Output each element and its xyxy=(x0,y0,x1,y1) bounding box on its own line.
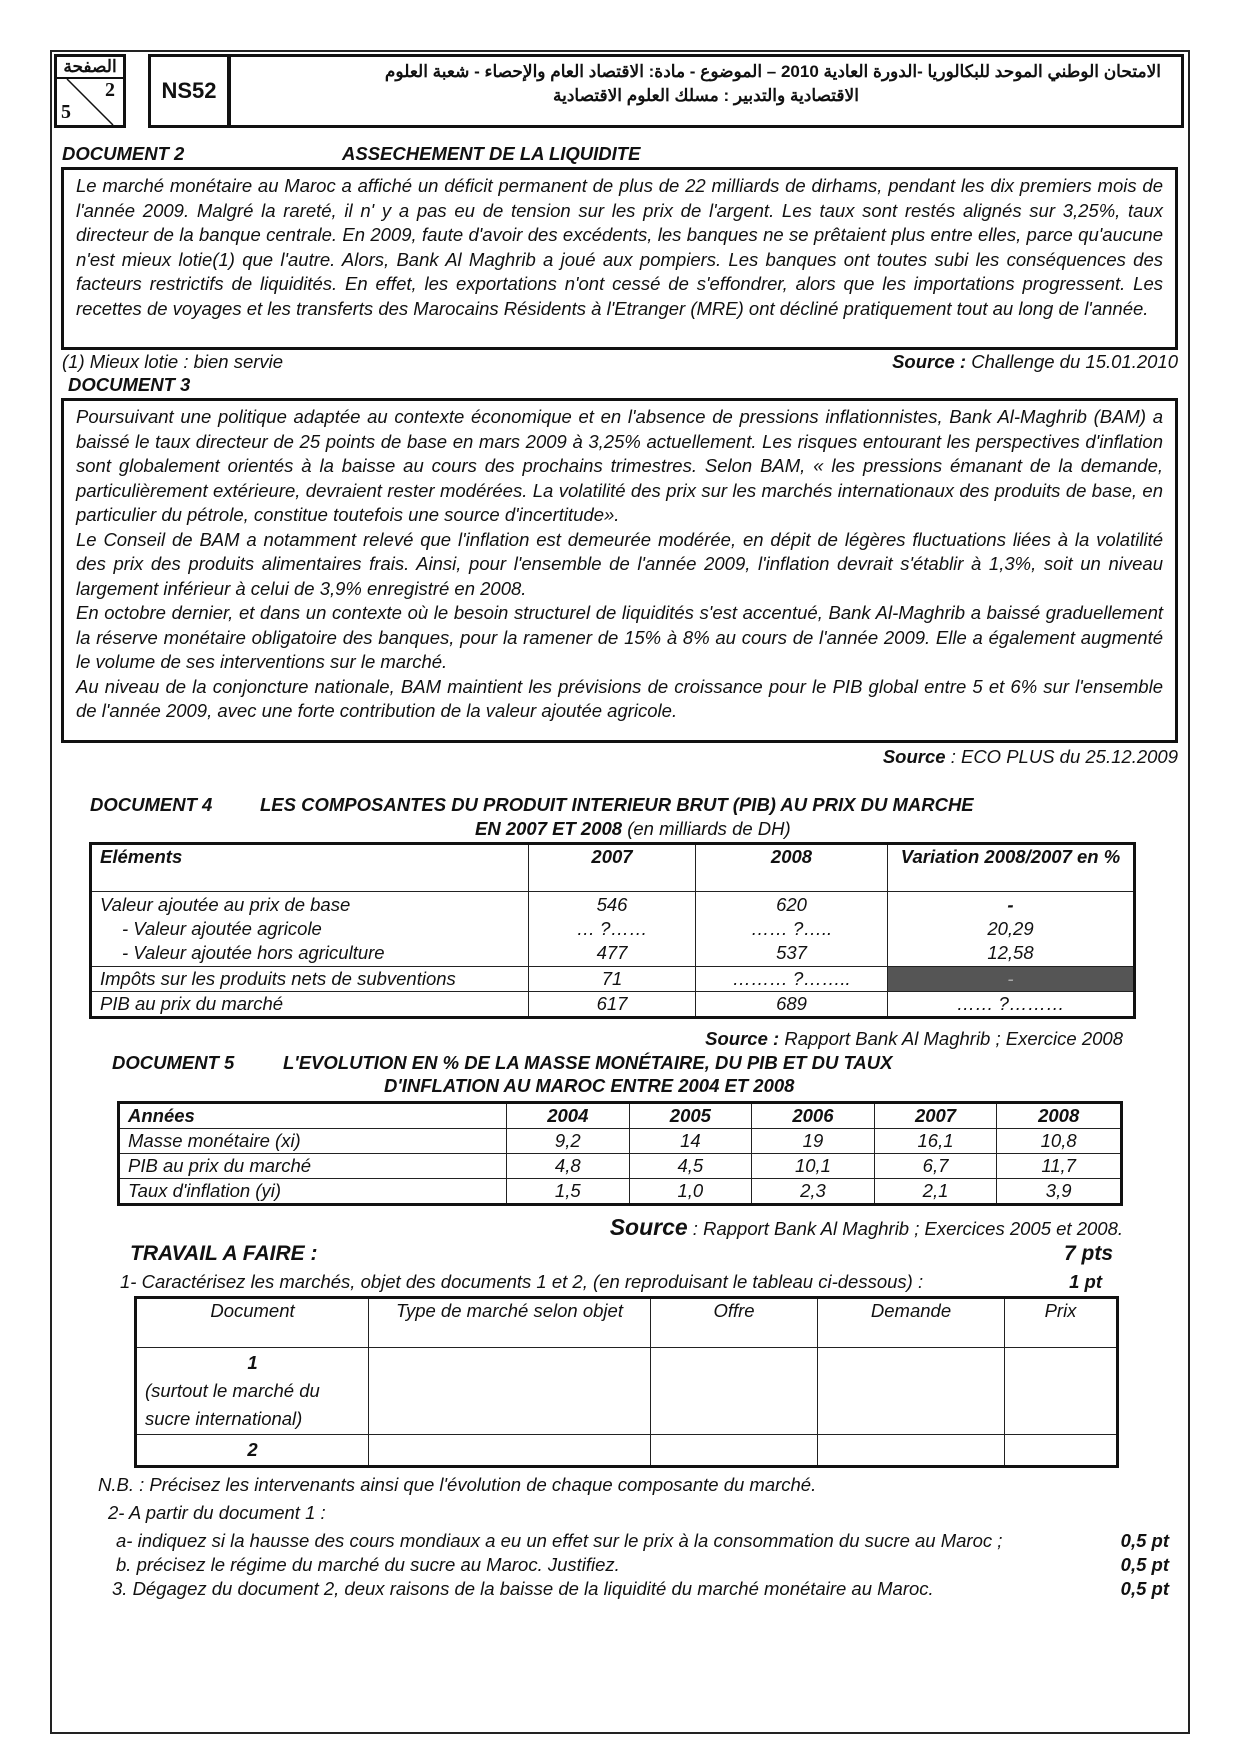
answer-cell[interactable] xyxy=(651,1348,818,1435)
cell: 9,2 xyxy=(507,1129,630,1154)
answer-cell[interactable] xyxy=(651,1435,818,1467)
header-line-1: الامتحان الوطني الموحد للبكالوريا -الدورة العادية 2010 – الموضوع - مادة: الاقتصاد العام والإحصاء - شعبة العلوم xyxy=(384,62,1161,81)
subtitle-bold: EN 2007 ET 2008 xyxy=(475,818,623,839)
col-header: 2004 xyxy=(507,1103,630,1129)
doc3-text xyxy=(61,398,1178,743)
cell: 477 xyxy=(596,942,628,963)
cell: 1,5 xyxy=(507,1179,630,1205)
table-row xyxy=(91,967,1135,992)
cell: 12,58 xyxy=(987,942,1034,963)
doc2-source xyxy=(892,351,1178,373)
cell: 10,1 xyxy=(752,1154,875,1179)
cell: - Valeur ajoutée hors agriculture xyxy=(122,942,385,963)
cell: …… ?……… xyxy=(888,992,1135,1018)
cell: 537 xyxy=(776,942,807,963)
document-note: (surtout le marché du sucre international) xyxy=(145,1380,320,1429)
table-row xyxy=(91,992,1135,1018)
note: N.B. : Précisez les intervenants ainsi que l'évolution de chaque composante du marché. xyxy=(98,1474,817,1495)
answer-cell[interactable] xyxy=(369,1348,651,1435)
cell: 1,0 xyxy=(629,1179,752,1205)
col-header: Variation 2008/2007 en % xyxy=(888,844,1135,892)
cell: 620 xyxy=(776,894,807,915)
col-header: Offre xyxy=(651,1298,818,1348)
doc3-source xyxy=(883,746,1178,768)
question-3: 3. Dégagez du document 2, deux raisons de la baisse de la liquidité du marché monétaire au Maroc. xyxy=(112,1578,934,1599)
doc4-title: LES COMPOSANTES DU PRODUIT INTERIEUR BRUT (PIB) AU PRIX DU MARCHE xyxy=(260,794,974,815)
cell: 689 xyxy=(696,992,888,1018)
answer-table xyxy=(134,1296,1119,1468)
doc2-footnote: (1) Mieux lotie : bien servie xyxy=(62,351,284,372)
doc3-paragraph: Au niveau de la conjoncture nationale, BAM maintient les prévisions de croissance pour le PIB global entre 5 et 6% sur l'ensemble de l'année 2009, avec une forte contribution de la valeur ajoutée agricole. xyxy=(76,675,1163,721)
col-header: Document xyxy=(136,1298,369,1348)
doc3-paragraph: En octobre dernier, et dans un contexte où le besoin structurel de liquidités s'est accentué, Bank Al-Maghrib a baissé graduellement la réserve monétaire obligatoire des banques, pour la ramener de 15% à 8% au cours de l'année 2009. Elle a également augmenté le volume de ses interventions sur le marché. xyxy=(76,602,1163,672)
source-text: Rapport Bank Al Maghrib ; Exercice 2008 xyxy=(779,1028,1123,1049)
cell: Taux d'inflation (yi) xyxy=(119,1179,507,1205)
answer-cell[interactable] xyxy=(369,1435,651,1467)
col-header: Prix xyxy=(1005,1298,1118,1348)
doc2-title: ASSECHEMENT DE LA LIQUIDITE xyxy=(342,143,641,164)
answer-cell[interactable] xyxy=(1005,1348,1118,1435)
question-3-points: 0,5 pt xyxy=(1120,1578,1169,1599)
exam-code: NS52 xyxy=(148,54,230,128)
document-number: 1 xyxy=(247,1352,258,1373)
cell: 617 xyxy=(529,992,696,1018)
doc2-label: DOCUMENT 2 xyxy=(62,143,185,164)
col-header: Demande xyxy=(818,1298,1005,1348)
col-header: 2008 xyxy=(696,844,888,892)
cell: … ?…… xyxy=(576,918,648,939)
cell: 71 xyxy=(529,967,696,992)
source-label: Source : xyxy=(705,1028,780,1049)
doc2-text: Le marché monétaire au Maroc a affiché un déficit permanent de plus de 22 milliards de dirhams, pendant les dix premiers mois de l'année 2009. Malgré la rareté, il n' y a pas eu de tension sur les prix de l'argent. Les taux sont restés alignés sur 3,25%, taux directeur de la banque centrale. En 2009, faute d'avoir des excédents, les banques ne se prêtaient plus entre elles, parce qu'aucune n'est mieux lotie(1) que l'autre. Alors, Bank Al Maghrib a joué aux pompiers. Les banques ont toutes subi les conséquences des facteurs restrictifs de liquidités. En effet, les exportations n'ont cessé de s'effondrer, alors que les importations progressent. Les recettes de voyages et les transferts des Marocains Résidents à l'Etranger (MRE) ont décliné pratiquement tout au long de l'année. xyxy=(61,167,1178,350)
col-header: 2005 xyxy=(629,1103,752,1129)
page-total: 5 xyxy=(61,101,71,123)
cell: 20,29 xyxy=(987,918,1034,939)
table-row xyxy=(119,1154,1122,1179)
cell: 3,9 xyxy=(997,1179,1122,1205)
source-label: Source xyxy=(609,1214,688,1240)
question-2b: b. précisez le régime du marché du sucre au Maroc. Justifiez. xyxy=(116,1554,620,1575)
doc3-paragraph: Le Conseil de BAM a notamment relevé que l'inflation est demeurée modérée, en dépit de légères fluctuations liées à la volatilité des prix des produits alimentaires frais. Ainsi, pour l'ensemble de l'année 2009, l'inflation devrait s'établir à 1,3%, soit un niveau largement inférieur à celui de 3,9% enregistré en 2008. xyxy=(76,528,1163,599)
doc5-table xyxy=(117,1101,1123,1206)
document-number: 2 xyxy=(136,1435,369,1467)
cell: - Valeur ajoutée agricole xyxy=(122,918,322,939)
work-points: 7 pts xyxy=(1063,1242,1113,1265)
cell: Masse monétaire (xi) xyxy=(119,1129,507,1154)
cell: 2,1 xyxy=(874,1179,997,1205)
table-row xyxy=(119,1129,1122,1154)
cell: 6,7 xyxy=(874,1154,997,1179)
cell: ……… ?…….. xyxy=(696,967,888,992)
table-row xyxy=(136,1435,1118,1467)
cell: 4,5 xyxy=(629,1154,752,1179)
cell: PIB au prix du marché xyxy=(119,1154,507,1179)
source-label: Source xyxy=(882,746,946,767)
source-label: Source : xyxy=(892,351,967,372)
cell: 11,7 xyxy=(997,1154,1122,1179)
cell: 2,3 xyxy=(752,1179,875,1205)
question-2: 2- A partir du document 1 : xyxy=(108,1502,326,1523)
source-text: Challenge du 15.01.2010 xyxy=(966,351,1178,372)
answer-cell[interactable] xyxy=(818,1435,1005,1467)
page-number: 2 xyxy=(105,79,115,101)
doc5-title-2: D'INFLATION AU MAROC ENTRE 2004 ET 2008 xyxy=(384,1075,795,1096)
col-header: Années xyxy=(119,1103,507,1129)
cell: - xyxy=(1007,894,1014,915)
page-label: الصفحة xyxy=(57,57,123,79)
table-header-row xyxy=(136,1298,1118,1348)
col-header: Eléments xyxy=(91,844,529,892)
question-1-points: 1 pt xyxy=(1069,1271,1102,1292)
col-header: Type de marché selon objet xyxy=(369,1298,651,1348)
doc4-subtitle xyxy=(475,818,791,840)
cell: 4,8 xyxy=(507,1154,630,1179)
cell: 16,1 xyxy=(874,1129,997,1154)
source-text: : ECO PLUS du 25.12.2009 xyxy=(945,746,1178,767)
exam-header-title xyxy=(228,54,1184,128)
doc4-table xyxy=(89,842,1136,1019)
doc5-label: DOCUMENT 5 xyxy=(112,1052,235,1073)
table-row xyxy=(119,1179,1122,1205)
cell: Valeur ajoutée au prix de base xyxy=(100,894,351,915)
table-header-row xyxy=(119,1103,1122,1129)
col-header: 2008 xyxy=(997,1103,1122,1129)
doc3-paragraph: Poursuivant une politique adaptée au contexte économique et en l'absence de pressions inflationnistes, Bank Al-Maghrib (BAM) a baissé le taux directeur de 25 points de base en mars 2009 à 3,25% actuellement. Les risques entourant les perspectives d'inflation sont globalement orientés à la baisse au cours des prochains trimestres. Selon BAM, « les pressions émanant de la demande, particulièrement extérieure, devraient rester modérées. La volatilité des prix sur les marchés internationaux des produits de base, en particulier du pétrole, constitue toutefois une source d'incertitude». xyxy=(76,406,1163,525)
doc4-label: DOCUMENT 4 xyxy=(90,794,213,815)
doc5-source xyxy=(610,1214,1123,1241)
col-header: 2007 xyxy=(529,844,696,892)
doc5-title-1: L'EVOLUTION EN % DE LA MASSE MONÉTAIRE, DU PIB ET DU TAUX xyxy=(283,1052,893,1073)
col-header: 2006 xyxy=(752,1103,875,1129)
doc3-label: DOCUMENT 3 xyxy=(68,374,191,395)
source-text: : Rapport Bank Al Maghrib ; Exercices 2005 et 2008. xyxy=(687,1218,1123,1239)
table-header-row xyxy=(91,844,1135,892)
answer-cell[interactable] xyxy=(818,1348,1005,1435)
question-1: 1- Caractérisez les marchés, objet des documents 1 et 2, (en reproduisant le tableau ci-dessous) : xyxy=(120,1271,924,1292)
work-title: TRAVAIL A FAIRE : xyxy=(130,1242,318,1265)
question-2a: a- indiquez si la hausse des cours mondiaux a eu un effet sur le prix à la consommation du sucre au Maroc ; xyxy=(116,1530,1003,1551)
question-2a-points: 0,5 pt xyxy=(1120,1530,1169,1551)
shaded-cell: - xyxy=(888,967,1135,992)
table-row xyxy=(91,892,1135,967)
cell: 14 xyxy=(629,1129,752,1154)
subtitle-unit: (en milliards de DH) xyxy=(622,818,791,839)
col-header: 2007 xyxy=(874,1103,997,1129)
page-number-box xyxy=(54,54,126,128)
doc4-source xyxy=(705,1028,1123,1050)
cell: …… ?….. xyxy=(750,918,833,939)
header-line-2: الاقتصادية والتدبير : مسلك العلوم الاقتصادية xyxy=(553,86,859,105)
cell: 19 xyxy=(752,1129,875,1154)
cell: Impôts sur les produits nets de subventions xyxy=(91,967,529,992)
table-row xyxy=(136,1348,1118,1435)
cell: 10,8 xyxy=(997,1129,1122,1154)
question-2b-points: 0,5 pt xyxy=(1120,1554,1169,1575)
cell: 546 xyxy=(596,894,628,915)
answer-cell[interactable] xyxy=(1005,1435,1118,1467)
cell: PIB au prix du marché xyxy=(91,992,529,1018)
